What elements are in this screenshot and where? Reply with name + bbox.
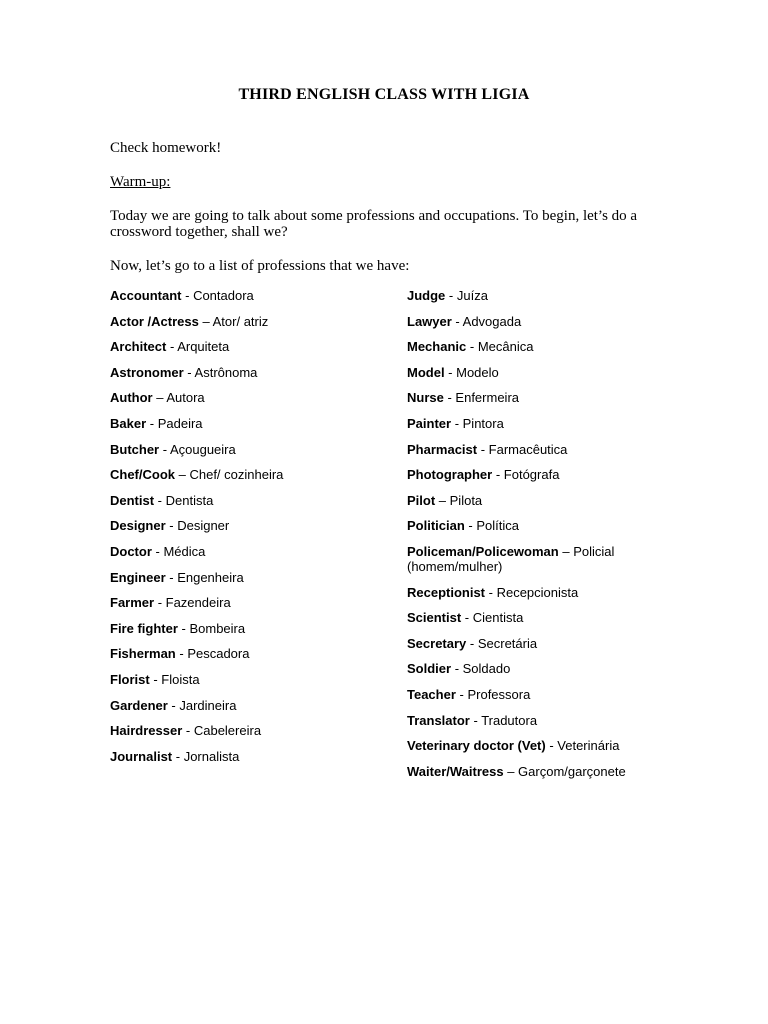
profession-item [407,493,662,508]
profession-portuguese: Contadora [193,288,254,303]
profession-portuguese: Pilota [449,492,483,508]
profession-separator: – [503,763,519,779]
profession-item [110,288,390,303]
profession-portuguese: Bombeira [189,620,246,636]
profession-english: Author [110,390,153,406]
profession-portuguese: Juíza [456,288,488,303]
profession-english: Policeman/Policewoman [407,543,559,559]
profession-separator: - [183,364,195,380]
profession-item [407,544,662,574]
profession-separator: – [558,543,574,559]
profession-portuguese: Veterinária [557,738,620,754]
profession-item [407,713,662,728]
profession-separator: - [464,518,477,534]
profession-english: Butcher [110,441,160,457]
profession-item [110,314,390,329]
profession-separator: – [435,492,450,508]
profession-item [110,493,390,508]
profession-portuguese: Policial (homem/mulher) [407,543,615,574]
profession-item [407,687,662,702]
profession-english: Pharmacist [407,441,478,457]
warmup-heading: Warm-up: [110,174,171,190]
profession-portuguese: Pescadora [187,646,250,662]
profession-english: Painter [407,415,452,431]
profession-english: Chef/Cook [110,467,175,483]
profession-english: Designer [110,518,166,534]
profession-separator: - [451,415,463,431]
profession-item [110,570,390,585]
profession-portuguese: Engenheira [177,569,244,585]
profession-english: Nurse [407,390,444,406]
profession-item [407,314,662,329]
profession-item [110,390,390,405]
profession-item [110,467,390,482]
profession-portuguese: Garçom/garçonete [518,763,626,779]
profession-english: Teacher [407,686,456,702]
profession-english: Doctor [110,543,152,559]
profession-english: Translator [407,712,470,728]
profession-english: Fisherman [110,646,176,662]
profession-separator: - [167,697,180,713]
profession-separator: - [451,313,463,329]
profession-item [407,390,662,405]
profession-portuguese: Advogada [462,313,522,329]
page-title: THIRD ENGLISH CLASS WITH LIGIA [238,86,530,103]
profession-portuguese: Chef/ cozinheira [189,467,284,483]
profession-item [110,442,390,457]
profession-separator: - [154,492,166,508]
profession-portuguese: Jardineira [179,697,237,713]
profession-english: Soldier [407,661,452,677]
profession-item [110,595,390,610]
profession-item [110,723,390,738]
profession-separator: - [165,518,178,534]
profession-portuguese: Fazendeira [165,595,231,611]
profession-separator: - [477,441,489,457]
profession-portuguese: Designer [177,518,230,534]
profession-item [407,610,662,625]
profession-portuguese: Recepcionista [496,584,579,600]
profession-item [407,467,662,482]
profession-item [110,544,390,559]
profession-english: Veterinary doctor (Vet) [407,738,546,754]
profession-item [407,518,662,533]
profession-english: Farmer [110,595,155,611]
profession-separator: - [444,364,457,380]
profession-item [407,585,662,600]
profession-portuguese: Cabelereira [193,723,262,739]
profession-english: Dentist [110,492,155,508]
profession-separator: - [172,748,184,764]
profession-separator: - [154,595,166,611]
profession-item [110,416,390,431]
profession-item [110,339,390,354]
profession-separator: - [149,671,162,687]
profession-english: Hairdresser [110,723,183,739]
profession-item [110,749,390,764]
profession-separator: - [165,569,178,585]
profession-portuguese: Mecânica [477,339,534,355]
profession-separator: - [445,288,457,303]
profession-portuguese: Médica [163,543,206,559]
profession-english: Model [407,364,445,380]
profession-portuguese: Açougueira [169,441,236,457]
profession-separator: - [182,723,194,739]
profession-separator: – [152,390,167,406]
profession-english: Pilot [407,492,436,508]
professions-right-column [407,288,662,789]
profession-portuguese: Arquiteta [177,339,230,355]
profession-portuguese: Soldado [462,661,511,677]
profession-item [407,339,662,354]
intro-paragraph: Today we are going to talk about some professions and occupations. To begin, let’s do a crossword together, shall we? [110,208,638,240]
profession-english: Receptionist [407,584,486,600]
profession-english: Waiter/Waitress [407,763,504,779]
list-intro-text: Now, let’s go to a list of professions that we have: [110,258,410,274]
profession-portuguese: Modelo [456,364,499,380]
profession-english: Engineer [110,569,166,585]
profession-item [110,646,390,661]
profession-portuguese: Fotógrafa [503,467,560,483]
profession-english: Fire fighter [110,620,178,636]
profession-separator: - [545,738,558,754]
profession-portuguese: Política [476,518,519,534]
professions-left-column [110,288,390,774]
profession-portuguese: Pintora [462,415,504,431]
profession-portuguese: Floista [161,671,200,687]
profession-separator: - [175,646,188,662]
profession-portuguese: Enfermeira [455,390,519,406]
profession-separator: - [469,712,482,728]
profession-english: Accountant [110,288,182,303]
profession-portuguese: Secretária [477,635,538,651]
profession-item [407,738,662,753]
profession-separator: - [159,441,170,457]
profession-portuguese: Padeira [157,415,203,431]
profession-portuguese: Jornalista [183,748,240,764]
profession-english: Gardener [110,697,168,713]
profession-portuguese: Tradutora [481,712,538,728]
profession-separator: - [485,584,497,600]
profession-separator: - [455,686,468,702]
profession-item [110,365,390,380]
profession-item [407,416,662,431]
profession-separator: - [492,467,504,483]
profession-english: Secretary [407,635,467,651]
profession-english: Astronomer [110,364,184,380]
profession-separator: – [198,313,213,329]
profession-portuguese: Dentista [165,492,214,508]
check-homework-text: Check homework! [110,140,222,156]
profession-separator: - [466,339,478,355]
profession-english: Mechanic [407,339,467,355]
profession-english: Journalist [110,748,173,764]
profession-separator: – [175,467,190,483]
profession-portuguese: Ator/ atriz [212,313,269,329]
profession-english: Architect [110,339,167,355]
profession-portuguese: Autora [166,390,205,406]
profession-item [110,672,390,687]
profession-item [407,636,662,651]
profession-item [407,442,662,457]
profession-separator: - [177,620,190,636]
profession-item [407,365,662,380]
profession-item [110,698,390,713]
profession-separator: - [151,543,164,559]
profession-separator: - [466,635,478,651]
profession-english: Scientist [407,610,462,626]
profession-english: Lawyer [407,313,452,329]
profession-separator: - [451,661,463,677]
profession-separator: - [461,610,473,626]
profession-english: Baker [110,415,147,431]
profession-item [110,518,390,533]
profession-portuguese: Cientista [472,610,524,626]
profession-english: Florist [110,671,150,687]
profession-separator: - [166,339,178,355]
profession-separator: - [443,390,456,406]
profession-item [110,621,390,636]
profession-portuguese: Farmacêutica [488,441,568,457]
profession-portuguese: Professora [467,686,531,702]
profession-portuguese: Astrônoma [194,364,258,380]
profession-english: Actor /Actress [110,313,199,329]
profession-item [407,288,662,303]
profession-english: Politician [407,518,465,534]
profession-item [407,764,662,779]
profession-separator: - [146,415,158,431]
profession-english: Judge [407,288,446,303]
profession-english: Photographer [407,467,493,483]
profession-item [407,661,662,676]
profession-separator: - [181,288,194,303]
